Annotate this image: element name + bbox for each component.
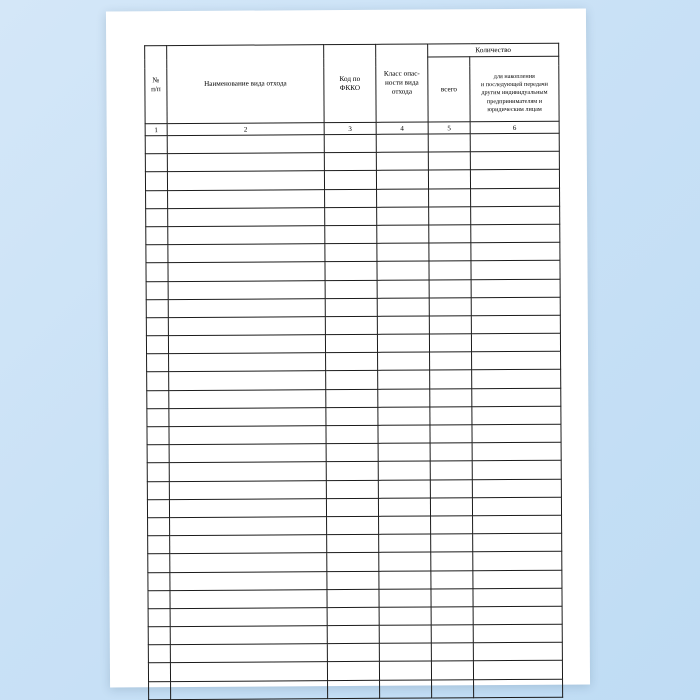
- table-cell[interactable]: [380, 680, 432, 699]
- colnum-4: 4: [376, 122, 428, 134]
- table-cell[interactable]: [168, 262, 325, 281]
- table-cell[interactable]: [325, 280, 377, 299]
- table-cell[interactable]: [147, 445, 169, 463]
- table-cell[interactable]: [431, 552, 473, 570]
- table-cell[interactable]: [432, 679, 474, 697]
- colnum-5: 5: [428, 122, 470, 134]
- table-cell[interactable]: [147, 499, 169, 517]
- table-cell[interactable]: [169, 407, 326, 426]
- table-cell[interactable]: [471, 242, 560, 261]
- table-cell[interactable]: [377, 334, 429, 353]
- table-cell[interactable]: [429, 225, 471, 243]
- table-cell[interactable]: [324, 134, 376, 153]
- table-cell[interactable]: [379, 552, 431, 571]
- table-cell[interactable]: [376, 170, 428, 189]
- table-cell[interactable]: [324, 153, 376, 172]
- header-accum-line3: другим индивидуальным: [481, 89, 548, 97]
- table-cell[interactable]: [327, 571, 379, 590]
- table-cell[interactable]: [472, 406, 561, 425]
- table-cell[interactable]: [473, 515, 562, 534]
- table-cell[interactable]: [430, 443, 472, 461]
- table-cell[interactable]: [471, 188, 560, 207]
- table-cell[interactable]: [326, 425, 378, 444]
- table-cell[interactable]: [168, 189, 325, 208]
- table-cell[interactable]: [473, 588, 562, 607]
- table-cell[interactable]: [431, 661, 473, 679]
- table-cell[interactable]: [325, 316, 377, 335]
- table-cell[interactable]: [325, 243, 377, 262]
- header-fkko-line1: Код по: [339, 74, 361, 83]
- table-cell[interactable]: [169, 462, 326, 481]
- table-cell[interactable]: [168, 244, 325, 263]
- table-cell[interactable]: [471, 315, 560, 334]
- table-cell[interactable]: [472, 424, 561, 443]
- table-cell[interactable]: [473, 570, 562, 589]
- colnum-2: 2: [167, 123, 324, 136]
- table-cell[interactable]: [470, 133, 559, 152]
- table-cell[interactable]: [472, 461, 561, 480]
- header-cell-hazard-class: [376, 44, 428, 122]
- table-cell[interactable]: [147, 427, 169, 445]
- table-cell[interactable]: [145, 136, 167, 154]
- table-cell[interactable]: [429, 279, 471, 297]
- colnum-1: 1: [145, 124, 167, 136]
- table-cell[interactable]: [148, 663, 170, 681]
- table-cell[interactable]: [170, 535, 327, 554]
- table-cell[interactable]: [325, 225, 377, 244]
- table-cell[interactable]: [431, 643, 473, 661]
- table-cell[interactable]: [472, 479, 561, 498]
- table-cell[interactable]: [148, 572, 170, 590]
- table-cell[interactable]: [378, 480, 430, 499]
- table-cell[interactable]: [168, 298, 325, 317]
- table-cell[interactable]: [377, 189, 429, 208]
- table-cell[interactable]: [379, 625, 431, 644]
- table-cell[interactable]: [430, 370, 472, 388]
- table-cell[interactable]: [169, 353, 326, 372]
- table-cell[interactable]: [471, 279, 560, 298]
- table-cell[interactable]: [168, 280, 325, 299]
- colnum-3: 3: [324, 122, 376, 134]
- table-cell[interactable]: [167, 135, 324, 154]
- table-cell[interactable]: [148, 518, 170, 536]
- table-cell[interactable]: [327, 516, 379, 535]
- table-cell[interactable]: [148, 536, 170, 554]
- table-cell[interactable]: [327, 534, 379, 553]
- table-cell[interactable]: [473, 642, 562, 661]
- table-cell[interactable]: [377, 280, 429, 299]
- table-cell[interactable]: [473, 624, 562, 643]
- table-cell[interactable]: [430, 497, 472, 515]
- header-hazard-line3: отхода: [391, 87, 413, 96]
- table-cell[interactable]: [327, 644, 379, 663]
- table-cell[interactable]: [473, 552, 562, 571]
- header-accum-line4: предпринимателям и: [486, 97, 543, 105]
- table-cell[interactable]: [145, 154, 167, 172]
- table-cell[interactable]: [327, 625, 379, 644]
- table-cell[interactable]: [146, 208, 168, 226]
- table-cell[interactable]: [430, 425, 472, 443]
- table-cell[interactable]: [325, 334, 377, 353]
- table-cell[interactable]: [379, 661, 431, 680]
- table-cell[interactable]: [147, 481, 169, 499]
- table-cell[interactable]: [378, 461, 430, 480]
- table-cell[interactable]: [471, 206, 560, 225]
- table-cell[interactable]: [378, 389, 430, 408]
- table-cell[interactable]: [429, 334, 471, 352]
- table-cell[interactable]: [168, 207, 325, 226]
- table-cell[interactable]: [147, 408, 169, 426]
- table-cell[interactable]: [170, 662, 327, 681]
- table-cell[interactable]: [379, 570, 431, 589]
- table-cell[interactable]: [472, 370, 561, 389]
- table-cell[interactable]: [379, 516, 431, 535]
- table-cell[interactable]: [379, 643, 431, 662]
- table-cell[interactable]: [170, 608, 327, 627]
- table-cell[interactable]: [326, 407, 378, 426]
- document-content: [144, 43, 562, 700]
- table-cell[interactable]: [168, 226, 325, 245]
- table-cell[interactable]: [377, 298, 429, 317]
- table-cell[interactable]: [471, 333, 560, 352]
- table-cell[interactable]: [327, 553, 379, 572]
- table-cell[interactable]: [378, 443, 430, 462]
- table-cell[interactable]: [428, 134, 470, 152]
- table-cell[interactable]: [378, 498, 430, 517]
- table-cell[interactable]: [148, 627, 170, 645]
- table-cell[interactable]: [473, 661, 562, 680]
- table-cell[interactable]: [431, 625, 473, 643]
- table-cell[interactable]: [376, 134, 428, 153]
- table-cell[interactable]: [376, 152, 428, 171]
- table-cell[interactable]: [326, 353, 378, 372]
- table-cell[interactable]: [429, 316, 471, 334]
- table-body: [145, 133, 562, 699]
- table-cell[interactable]: [146, 263, 168, 281]
- table-cell[interactable]: [473, 533, 562, 552]
- header-accum-line1: для накопления: [493, 73, 535, 81]
- table-cell[interactable]: [325, 189, 377, 208]
- table-cell[interactable]: [431, 588, 473, 606]
- table-cell[interactable]: [170, 517, 327, 536]
- table-cell[interactable]: [429, 206, 471, 224]
- header-hazard-line2: ности вида: [385, 78, 419, 87]
- header-cell-accumulation-transfer: [470, 66, 559, 122]
- table-cell[interactable]: [325, 262, 377, 281]
- table-cell[interactable]: [429, 297, 471, 315]
- table-cell[interactable]: [168, 317, 325, 336]
- table-cell[interactable]: [431, 607, 473, 625]
- table-cell[interactable]: [327, 589, 379, 608]
- table-cell[interactable]: [169, 389, 326, 408]
- table-cell[interactable]: [429, 261, 471, 279]
- table-cell[interactable]: [147, 372, 169, 390]
- table-cell[interactable]: [170, 644, 327, 663]
- waste-accounting-table: [144, 43, 563, 700]
- table-cell[interactable]: [377, 225, 429, 244]
- table-cell[interactable]: [431, 516, 473, 534]
- table-cell[interactable]: [147, 354, 169, 372]
- table-cell[interactable]: [170, 571, 327, 590]
- table-cell[interactable]: [471, 224, 560, 243]
- table-cell[interactable]: [378, 425, 430, 444]
- table-cell[interactable]: [169, 480, 326, 499]
- table-cell[interactable]: [147, 463, 169, 481]
- table-cell[interactable]: [429, 188, 471, 206]
- header-accum-line5: юридическим лицам: [487, 105, 542, 113]
- table-cell[interactable]: [326, 371, 378, 390]
- table-cell[interactable]: [470, 170, 559, 189]
- table-cell[interactable]: [379, 607, 431, 626]
- header-cell-fkko-code: [324, 44, 376, 122]
- table-cell[interactable]: [430, 479, 472, 497]
- table-row[interactable]: [149, 679, 563, 700]
- table-cell[interactable]: [377, 261, 429, 280]
- table-cell[interactable]: [146, 299, 168, 317]
- table-cell[interactable]: [148, 590, 170, 608]
- table-cell[interactable]: [428, 170, 470, 188]
- table-cell[interactable]: [377, 207, 429, 226]
- header-number-line1: №: [152, 75, 160, 84]
- table-cell[interactable]: [326, 389, 378, 408]
- table-cell[interactable]: [170, 626, 327, 645]
- table-cell[interactable]: [146, 227, 168, 245]
- table-cell[interactable]: [428, 152, 470, 170]
- header-cell-quantity-spacer: [470, 56, 559, 66]
- header-fkko-line2: ФККО: [339, 83, 361, 92]
- table-cell[interactable]: [148, 608, 170, 626]
- table-cell[interactable]: [167, 153, 324, 172]
- table-cell[interactable]: [167, 171, 324, 190]
- table-cell[interactable]: [169, 371, 326, 390]
- table-cell[interactable]: [327, 662, 379, 681]
- table-cell[interactable]: [146, 317, 168, 335]
- table-cell[interactable]: [430, 388, 472, 406]
- document-page: [106, 9, 590, 688]
- table-cell[interactable]: [169, 498, 326, 517]
- header-accum-line2: и последующей передачи: [480, 81, 548, 89]
- table-cell[interactable]: [326, 480, 378, 499]
- table-cell[interactable]: [171, 680, 328, 699]
- table-cell[interactable]: [169, 426, 326, 445]
- table-cell[interactable]: [168, 335, 325, 354]
- table-cell[interactable]: [146, 190, 168, 208]
- table-cell[interactable]: [471, 261, 560, 280]
- table-cell[interactable]: [170, 553, 327, 572]
- table-cell[interactable]: [377, 243, 429, 262]
- header-cell-quantity-group: Количество: [428, 43, 559, 57]
- table-cell[interactable]: [472, 442, 561, 461]
- table-cell[interactable]: [146, 336, 168, 354]
- table-cell[interactable]: [431, 534, 473, 552]
- table-cell[interactable]: [377, 316, 429, 335]
- header-cell-total: всего: [428, 57, 470, 122]
- table-cell[interactable]: [472, 351, 561, 370]
- table-cell[interactable]: [325, 298, 377, 317]
- table-cell[interactable]: [325, 207, 377, 226]
- table-cell[interactable]: [470, 151, 559, 170]
- table-cell[interactable]: [145, 172, 167, 190]
- table-cell[interactable]: [146, 281, 168, 299]
- table-cell[interactable]: [472, 388, 561, 407]
- table-cell[interactable]: [378, 352, 430, 371]
- table-cell[interactable]: [430, 407, 472, 425]
- table-cell[interactable]: [326, 462, 378, 481]
- table-cell[interactable]: [326, 444, 378, 463]
- table-cell[interactable]: [430, 461, 472, 479]
- table-cell[interactable]: [148, 554, 170, 572]
- header-cell-number: [145, 46, 167, 124]
- table-cell[interactable]: [148, 645, 170, 663]
- table-cell[interactable]: [431, 570, 473, 588]
- table-cell[interactable]: [149, 681, 171, 699]
- header-hazard-line1: Класс опас-: [383, 69, 420, 78]
- table-cell[interactable]: [474, 679, 563, 698]
- table-cell[interactable]: [471, 297, 560, 316]
- table-cell[interactable]: [379, 589, 431, 608]
- table-cell[interactable]: [473, 606, 562, 625]
- table-cell[interactable]: [328, 680, 380, 699]
- colnum-6: 6: [470, 121, 559, 134]
- header-number-line2: п/п: [151, 84, 161, 93]
- table-cell[interactable]: [430, 352, 472, 370]
- table-cell[interactable]: [324, 171, 376, 190]
- table-cell[interactable]: [169, 444, 326, 463]
- table-cell[interactable]: [378, 407, 430, 426]
- table-cell[interactable]: [326, 498, 378, 517]
- table-cell[interactable]: [327, 607, 379, 626]
- header-cell-waste-name: Наименование вида отхода: [167, 45, 324, 124]
- table-cell[interactable]: [147, 390, 169, 408]
- table-cell[interactable]: [170, 589, 327, 608]
- table-cell[interactable]: [146, 245, 168, 263]
- table-cell[interactable]: [429, 243, 471, 261]
- table-cell[interactable]: [378, 370, 430, 389]
- table-cell[interactable]: [379, 534, 431, 553]
- table-cell[interactable]: [472, 497, 561, 516]
